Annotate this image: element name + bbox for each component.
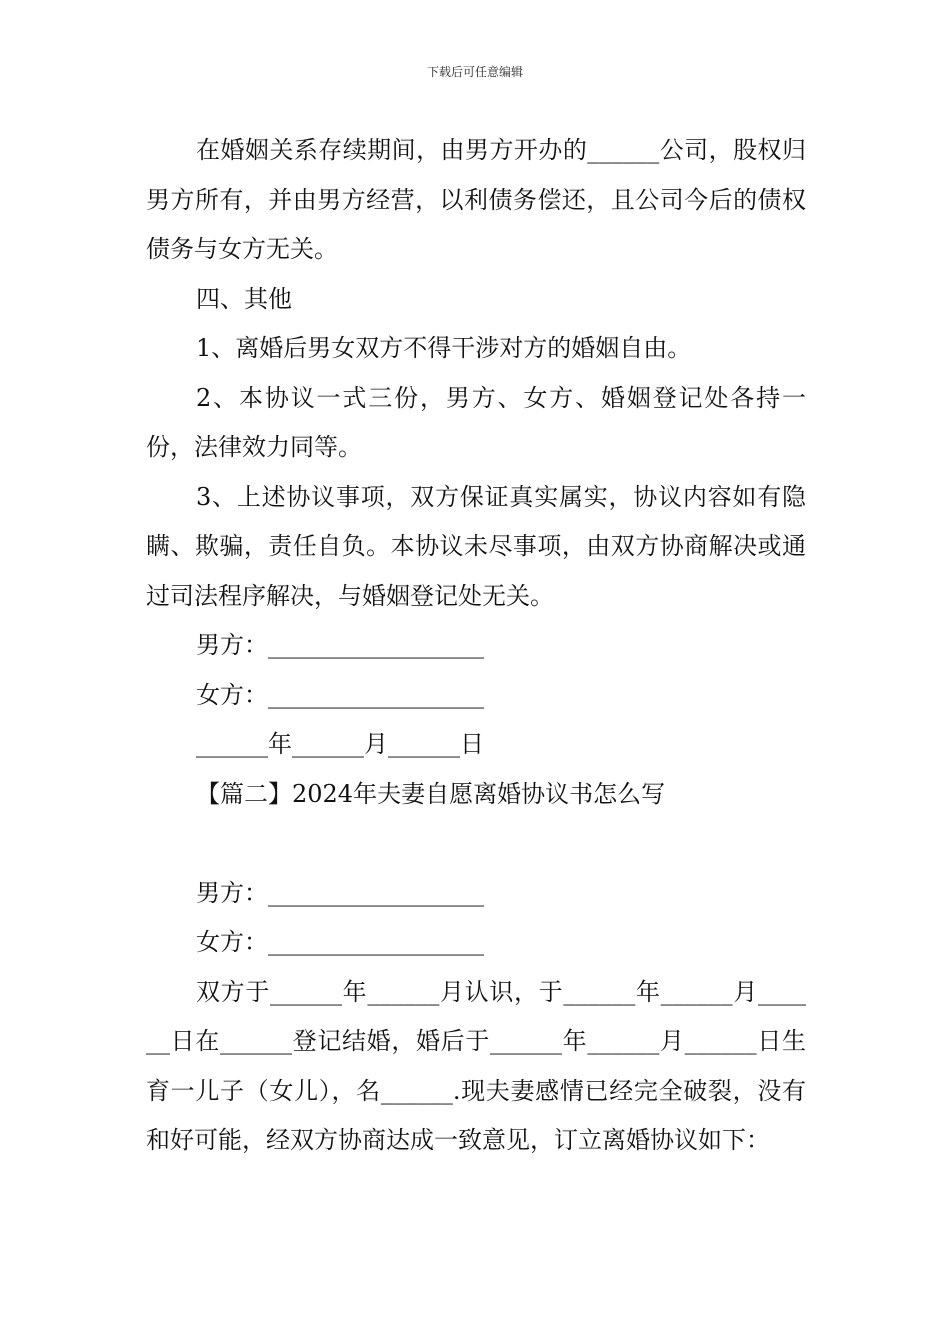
- part-two-signature-male: 男方：__________________: [196, 878, 484, 907]
- part-two-intro-paragraph: 双方于______年______月认识，于______年______月______日在______登记结婚，婚后于______年______月______日生育一儿子（女儿），名______.现夫妻感情已经完全破裂，没有和好可能，经双方协商达成一致意见，订立离婚协议如下：: [146, 977, 806, 1154]
- blank-gap: [146, 819, 806, 869]
- list-item-3: 3、上述协议事项，双方保证真实属实，协议内容如有隐瞒、欺骗，责任自负。本协议未尽事项，由双方协商解决或通过司法程序解决，与婚姻登记处无关。: [146, 482, 806, 610]
- signature-male: 男方：__________________: [196, 631, 484, 659]
- paragraph-company-ownership: 在婚姻关系存续期间，由男方开办的______公司，股权归男方所有，并由男方经营，以利债务偿还，且公司今后的债权债务与女方无关。: [146, 136, 806, 263]
- signature-female: 女方：__________________: [196, 680, 484, 709]
- document-body: [146, 126, 806, 1166]
- section-title-part-two: 【篇二】2024年夫妻自愿离婚协议书怎么写: [196, 779, 666, 808]
- date-line: ______年______月______日: [196, 730, 484, 758]
- page-header: 下载后可任意编辑: [426, 65, 523, 79]
- list-item-2: 2、本协议一式三份，男方、女方、婚姻登记处各持一份，法律效力同等。: [146, 383, 806, 461]
- section-heading-other: 四、其他: [196, 284, 292, 313]
- part-two-signature-female: 女方：__________________: [196, 928, 484, 956]
- list-item-1: 1、离婚后男女双方不得干涉对方的婚姻自由。: [196, 334, 692, 362]
